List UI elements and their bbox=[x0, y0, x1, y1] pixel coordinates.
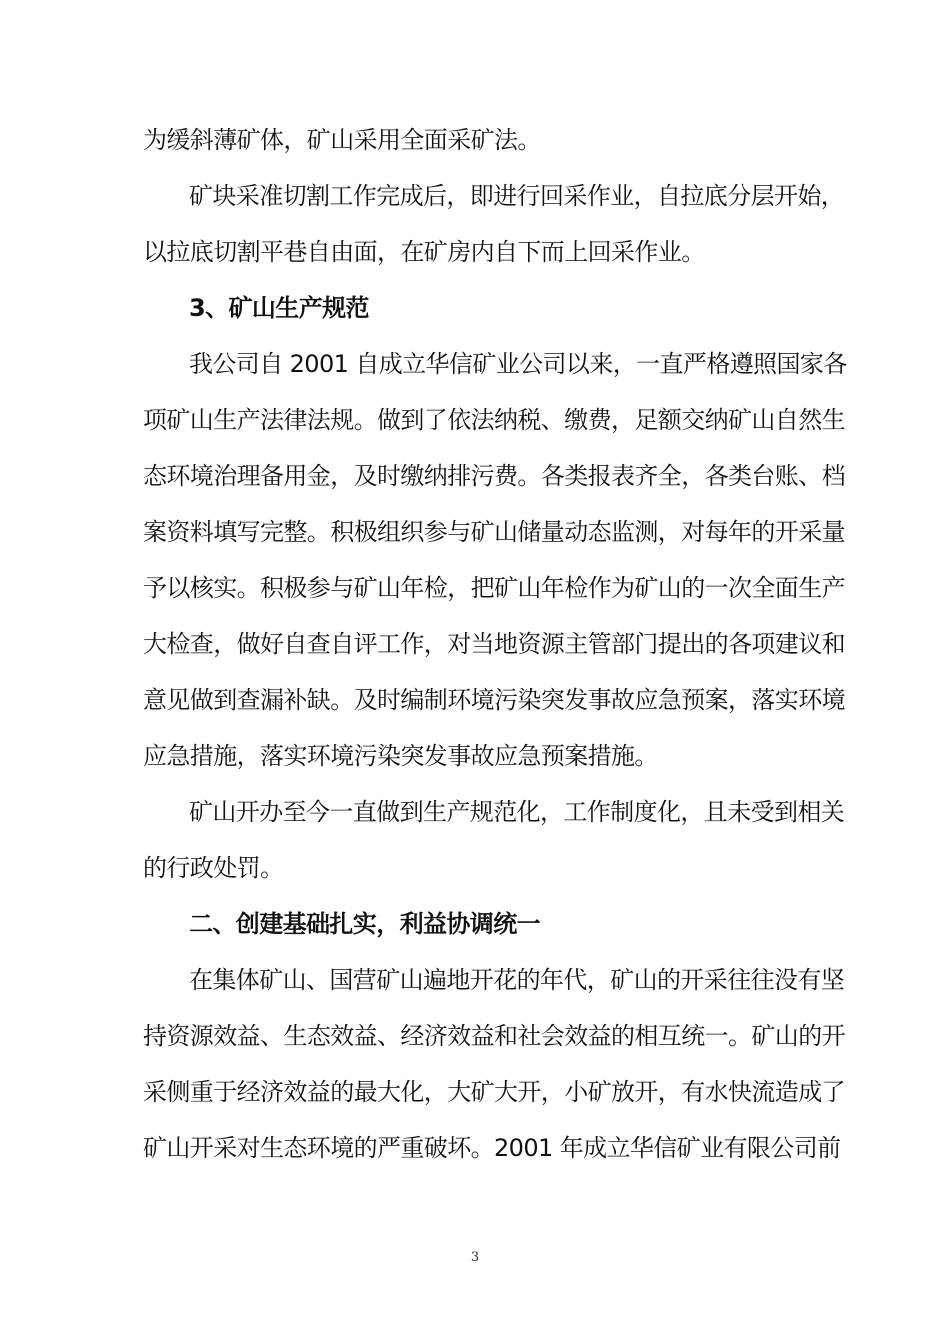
paragraph-line-1: 为缓斜薄矿体，矿山采用全面采矿法。 bbox=[143, 126, 541, 154]
section-heading-solid-foundation: 二、创建基础扎实，利益协调统一 bbox=[189, 910, 540, 938]
paragraph-line-11: 意见做到查漏补缺。及时编制环境污染突发事故应急预案，落实环境 bbox=[143, 686, 845, 714]
paragraph-line-19: 矿山开采对生态环境的严重破坏。2001 年成立华信矿业有限公司前 bbox=[143, 1134, 841, 1162]
paragraph-line-7: 态环境治理备用金，及时缴纳排污费。各类报表齐全，各类台账、档 bbox=[143, 462, 845, 490]
paragraph-line-18: 采侧重于经济效益的最大化，大矿大开，小矿放开，有水快流造成了 bbox=[143, 1078, 845, 1106]
section-heading-mine-production-standards: 3、矿山生产规范 bbox=[189, 294, 369, 322]
paragraph-line-2: 矿块采准切割工作完成后，即进行回采作业，自拉底分层开始， bbox=[189, 182, 845, 210]
paragraph-line-12: 应急措施，落实环境污染突发事故应急预案措施。 bbox=[143, 742, 658, 770]
paragraph-line-3: 以拉底切割平巷自由面，在矿房内自下而上回采作业。 bbox=[143, 238, 705, 266]
paragraph-line-13: 矿山开办至今一直做到生产规范化，工作制度化，且未受到相关 bbox=[189, 798, 845, 826]
paragraph-line-5: 我公司自 2001 自成立华信矿业公司以来，一直严格遵照国家各 bbox=[189, 350, 847, 378]
paragraph-line-14: 的行政处罚。 bbox=[143, 854, 284, 882]
paragraph-line-10: 大检查，做好自查自评工作，对当地资源主管部门提出的各项建议和 bbox=[143, 630, 845, 658]
page-number: 3 bbox=[470, 1250, 480, 1265]
paragraph-line-9: 予以核实。积极参与矿山年检，把矿山年检作为矿山的一次全面生产 bbox=[143, 574, 845, 602]
paragraph-line-17: 持资源效益、生态效益、经济效益和社会效益的相互统一。矿山的开 bbox=[143, 1022, 845, 1050]
paragraph-line-16: 在集体矿山、国营矿山遍地开花的年代，矿山的开采往往没有坚 bbox=[189, 966, 845, 994]
paragraph-line-8: 案资料填写完整。积极组织参与矿山储量动态监测，对每年的开采量 bbox=[143, 518, 845, 546]
paragraph-line-6: 项矿山生产法律法规。做到了依法纳税、缴费，足额交纳矿山自然生 bbox=[143, 406, 845, 434]
